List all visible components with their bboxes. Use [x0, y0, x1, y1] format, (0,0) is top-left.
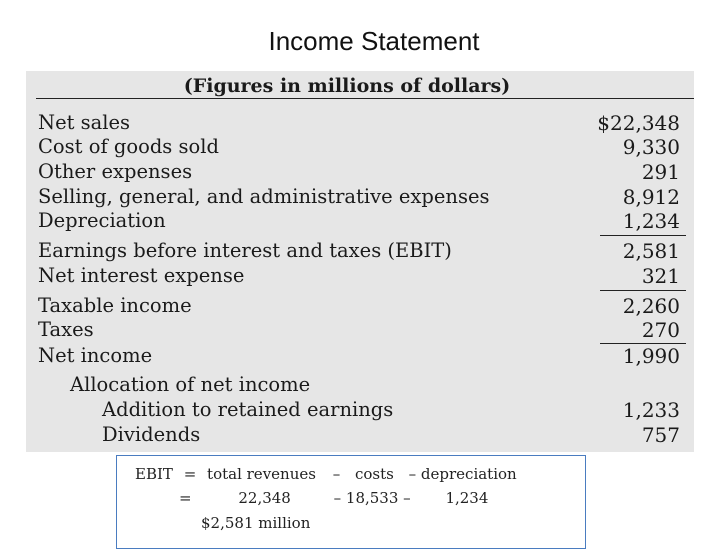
- row-cost-of-goods-sold: [26, 135, 694, 159]
- row-value: 1,234: [622, 209, 680, 233]
- row-retained-earnings: [26, 398, 694, 422]
- row-label: Selling, general, and administrative expenses: [38, 185, 490, 208]
- row-value: 8,912: [622, 185, 680, 209]
- row-label: Other expenses: [38, 160, 193, 183]
- formula-equals: =: [179, 489, 192, 507]
- row-value: 270: [641, 318, 680, 342]
- statement-subtitle: [26, 75, 694, 97]
- income-statement-panel: [26, 71, 694, 452]
- row-value: 2,581: [622, 239, 680, 263]
- row-label: Dividends: [102, 423, 201, 446]
- row-label: Taxes: [38, 318, 94, 341]
- formula-line-3: [201, 513, 310, 533]
- row-value: 291: [641, 160, 680, 184]
- formula-term-costs: costs: [355, 465, 394, 483]
- row-label: Addition to retained earnings: [102, 398, 394, 421]
- row-value: 757: [641, 423, 680, 447]
- formula-operator: –: [332, 465, 341, 483]
- row-allocation-heading: [26, 373, 694, 397]
- subtotal-rule-ebit: [600, 235, 686, 236]
- formula-equals: =: [183, 465, 197, 483]
- statement-subtitle-text: (Figures in millions of dollars): [183, 75, 511, 97]
- header-divider: [36, 98, 694, 99]
- ebit-formula-box: [116, 455, 586, 549]
- row-value: 321: [641, 264, 680, 288]
- row-label: Cost of goods sold: [38, 135, 219, 158]
- row-value: 1,233: [622, 398, 680, 422]
- row-other-expenses: [26, 160, 694, 184]
- row-label: Net sales: [38, 111, 131, 134]
- row-value: 1,990: [622, 344, 680, 368]
- row-taxes: [26, 318, 694, 342]
- row-net-income: [26, 344, 694, 368]
- row-depreciation: [26, 209, 694, 233]
- formula-result: $2,581 million: [201, 514, 311, 532]
- slide-title-text: Income Statement: [268, 26, 480, 56]
- formula-line-2: [179, 488, 488, 508]
- formula-value-revenues: 22,348: [238, 489, 291, 507]
- formula-lhs: EBIT: [135, 465, 173, 483]
- subtotal-rule-taxable-income: [600, 290, 686, 291]
- formula-value-costs: – 18,533 –: [333, 489, 411, 507]
- row-value: $22,348: [597, 111, 680, 135]
- row-value: 2,260: [622, 294, 680, 318]
- row-net-interest-expense: [26, 264, 694, 288]
- formula-line-1: [135, 464, 517, 484]
- row-label: Earnings before interest and taxes (EBIT): [38, 239, 452, 262]
- row-label: Net interest expense: [38, 264, 245, 287]
- row-label: Depreciation: [38, 209, 166, 232]
- row-label: Allocation of net income: [70, 373, 311, 396]
- row-label: Net income: [38, 344, 153, 367]
- slide-title: [0, 26, 720, 57]
- row-ebit: [26, 239, 694, 263]
- row-dividends: [26, 423, 694, 447]
- row-value: 9,330: [622, 135, 680, 159]
- formula-value-depreciation: 1,234: [445, 489, 489, 507]
- formula-term-depreciation: – depreciation: [408, 465, 517, 483]
- row-taxable-income: [26, 294, 694, 318]
- formula-term-revenues: total revenues: [207, 465, 316, 483]
- row-sga-expenses: [26, 185, 694, 209]
- row-net-sales: [26, 111, 694, 135]
- row-label: Taxable income: [38, 294, 192, 317]
